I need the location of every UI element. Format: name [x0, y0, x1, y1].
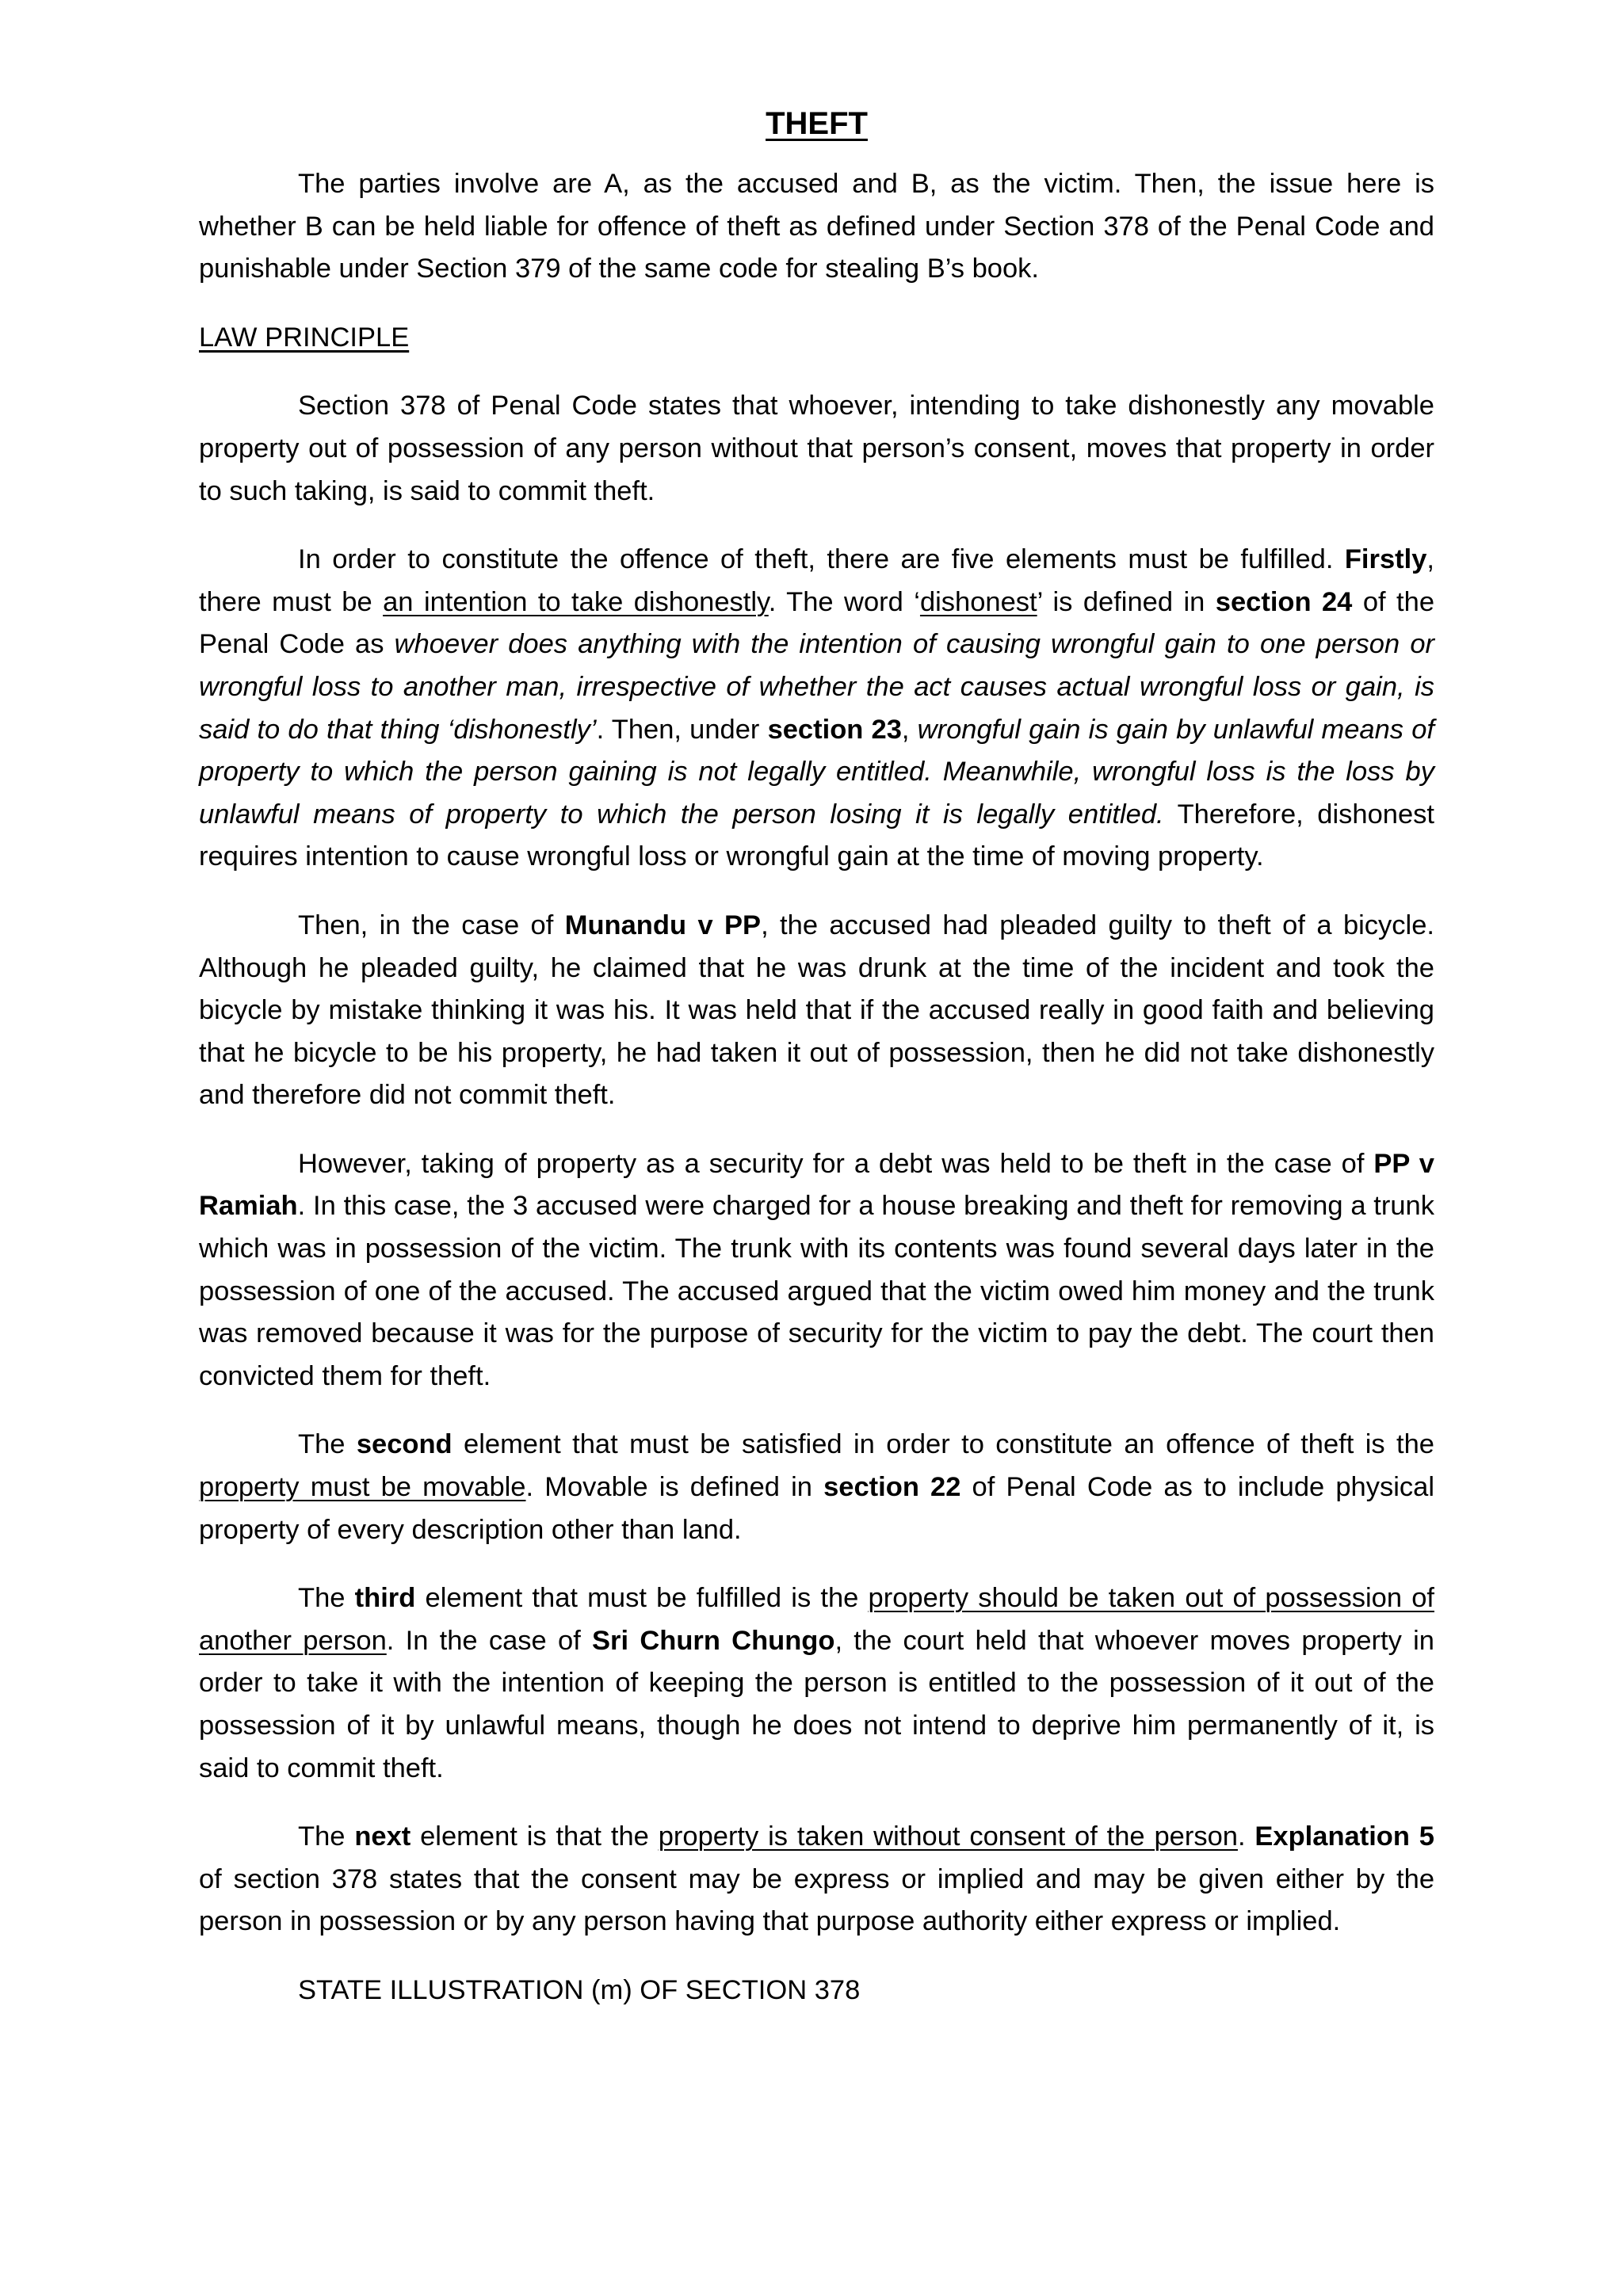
text-run: of section 378 states that the consent may be express or implied and may be given either by the person in possession or by any person having that purpose authority either express or implied. [199, 1863, 1434, 1937]
bold-run: second [356, 1429, 453, 1460]
text-run: , [901, 714, 918, 745]
text-run: element that must be satisfied in order to constitute an offence of theft is the [452, 1429, 1434, 1460]
text-run: , the accused had pleaded guilty to theft of a bicycle. Although he pleaded guilty, he claimed that he was drunk at the time of the incident and took the bicycle by mistake thinking it was his. It was held that if the accused really in good faith and believing that he bicycle to be his property, he had taken it out of possession, then he did not take dishonestly and therefore did not commit theft. [199, 910, 1434, 1111]
text-run: of the Penal Code as [199, 586, 1435, 660]
text-run: ’ is defined in [1037, 586, 1216, 617]
bold-run: third [354, 1583, 416, 1614]
paragraph-ramiah-case [199, 1143, 1434, 1398]
text-run: , there must be [199, 544, 1434, 617]
italic-run: wrongful gain is gain by unlawful means of property to which the person gaining is not legally entitled. Meanwhile, wrongful loss is the loss by unlawful means of property to which the person losing it is legally entitled. [199, 714, 1435, 830]
text-run: Therefore, dishonest requires intention to cause wrongful loss or wrongful gain at the time of moving property. [199, 799, 1434, 872]
text-run: The [298, 1429, 357, 1460]
text-run: . [1237, 1821, 1255, 1852]
paragraph-consent-element [199, 1816, 1434, 1943]
document-title: THEFT [766, 106, 868, 141]
paragraph-movable-element [199, 1424, 1434, 1551]
underlined-run: property must be movable [199, 1472, 526, 1503]
document-page [199, 0, 1434, 2296]
law-principle-heading: LAW PRINCIPLE [199, 322, 410, 353]
bold-run: section 24 [1215, 586, 1353, 617]
bold-run: section 22 [823, 1472, 961, 1503]
text-run: . In the case of [386, 1625, 593, 1656]
issue-text: The parties involve are A, as the accused and B, as the victim. Then, the issue here is whether B can be held liable for offence of theft as defined under Section 378 of the Penal Code and punishable under Section 379 of the same code for stealing B’s book. [199, 169, 1434, 284]
paragraph-munandu-case [199, 905, 1434, 1117]
text-run: , the court held that whoever moves property in order to take it with the intention of keeping the person is entitled to the possession of it out of the possession of it by unlawful means, though he does not intend to deprive him permanently of it, is said to commit theft. [199, 1625, 1434, 1783]
underlined-run: dishonest [919, 586, 1037, 617]
text-run: . The word ‘ [768, 586, 920, 617]
section-378-text: Section 378 of Penal Code states that whoever, intending to take dishonestly any movable property out of possession of any person without that person’s consent, moves that property in order to such taking, is said to commit theft. [199, 391, 1434, 506]
case-name: Sri Churn Chungo [592, 1625, 835, 1656]
text-run: The [298, 1583, 355, 1614]
bold-run: Firstly [1344, 544, 1427, 575]
case-name: PP v Ramiah [199, 1148, 1434, 1222]
text-run: . Movable is defined in [525, 1472, 824, 1503]
text-run: element is that the [411, 1821, 659, 1852]
paragraph-dishonest-element [199, 539, 1434, 879]
underlined-run: property should be taken out of possession of another person [199, 1583, 1434, 1656]
bold-run: section 23 [767, 714, 902, 745]
paragraph-section-378 [199, 385, 1434, 513]
italic-run: whoever does anything with the intention of causing wrongful gain to one person or wrongful loss to another man, irrespective of whether the act causes actual wrongful loss or gain, is said to do that thing ‘dishonestly’ [199, 629, 1434, 745]
text-run: . Then, under [596, 714, 768, 745]
paragraph-possession-element [199, 1577, 1434, 1790]
underlined-run: an intention to take dishonestly [383, 586, 769, 617]
text-run: In order to constitute the offence of theft, there are five elements must be fulfilled. [298, 544, 1345, 575]
text-run: Then, in the case of [298, 910, 565, 940]
bold-run: next [354, 1821, 411, 1852]
bold-run: Explanation 5 [1254, 1821, 1434, 1852]
text-run: The [298, 1821, 355, 1852]
text-run: of Penal Code as to include physical property of every description other than land. [199, 1472, 1434, 1545]
case-name: Munandu v PP [564, 910, 762, 940]
text-run: However, taking of property as a security for a debt was held to be theft in the case of [298, 1148, 1374, 1179]
text-run: element that must be fulfilled is the [415, 1583, 869, 1614]
state-illustration-line: STATE ILLUSTRATION (m) OF SECTION 378 [298, 1974, 861, 2005]
underlined-run: property is taken without consent of the person [658, 1821, 1238, 1852]
paragraph-issue [199, 163, 1434, 291]
text-run: . In this case, the 3 accused were charged for a house breaking and theft for removing a trunk which was in possession of the victim. The trunk with its contents was found several days later in the possession of one of the accused. The accused argued that the victim owed him money and the trunk was removed because it was for the purpose of security for the victim to pay the debt. The court then convicted them for theft. [199, 1191, 1434, 1391]
